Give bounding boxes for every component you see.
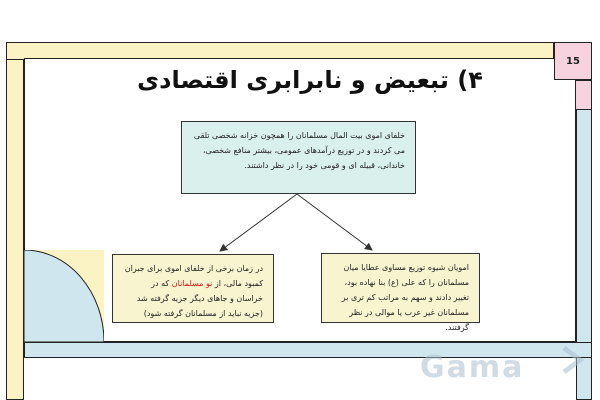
right-info-box <box>321 253 480 332</box>
left-box-highlight: نو مسلمانان <box>171 279 213 288</box>
top-box-text: خلفای اموی بیت المال مسلمانان را همچون خزانه شخصی تلقی می کردند و در توزیع درآمدهای عمومی، بیشتر منافع شخصی، خاندانی، قبیله ای و قومی خود را در نظر داشتند. <box>193 131 405 170</box>
left-box-text-after: که در خراسان و جاهای دیگر جزیه گرفته شد (جزیه نباید از مسلمانان گرفته شود) <box>136 279 263 318</box>
slide-title: ۴) تبعیض و نابرابری اقتصادی <box>137 66 483 94</box>
frame-left-band <box>6 42 24 400</box>
slide-content-area <box>24 58 576 342</box>
watermark-mark-icon <box>560 340 584 380</box>
right-box-text: امویان شیوه توزیع مساوی عطایا میان مسلمانان را که علی (ع) بنا نهاده بود، تغییر دادند و سهم به مراتب کم تری بر مسلمانان غیر عرب یا موالی در نظر گرفتند. <box>341 263 469 332</box>
quarter-circle-decoration <box>24 250 104 342</box>
top-info-box <box>181 121 416 194</box>
watermark-logo: Gama <box>420 350 525 385</box>
left-box-text-before: در زمان برخی از خلفای اموی برای جبران کمبود مالی، از <box>124 264 263 288</box>
left-info-box <box>112 254 274 323</box>
page-number: 15 <box>554 42 592 80</box>
